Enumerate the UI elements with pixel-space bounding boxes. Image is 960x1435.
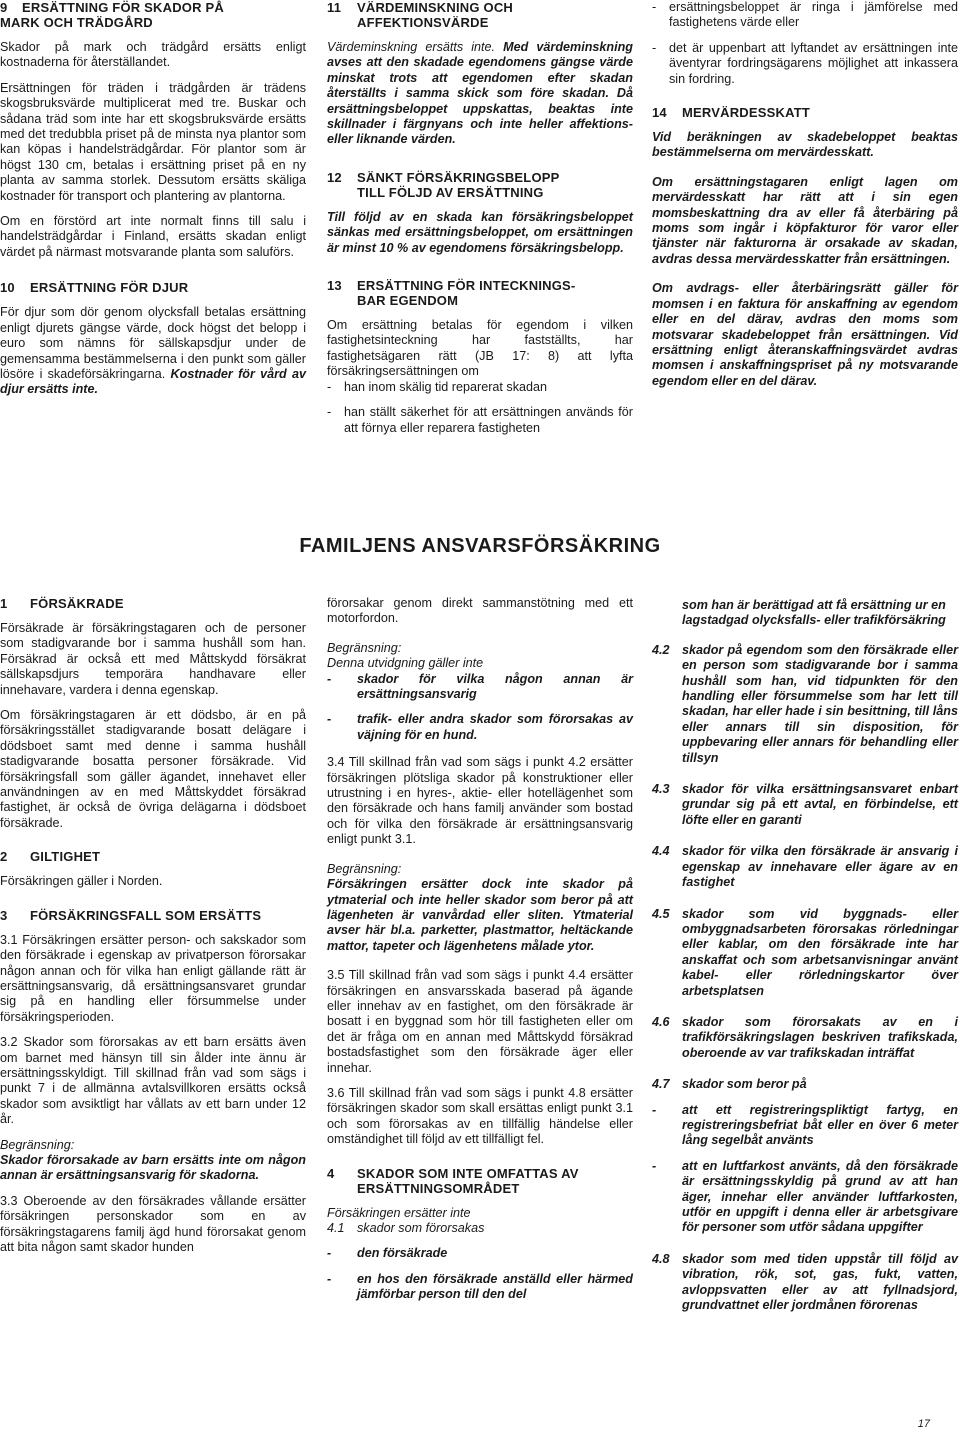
- section-1-paragraph-2: Om försäkringstagaren är ett dödsbo, är en på försäkringsstället stadigvarande bosatt delägare i dödsboet samt med denne i samma hushåll stadigvarande bosatta personer försäkrade. Vid försäkringsfall som gäller ägandet, innehavet eller användningen av en med Måttskyddet försäkrad fastighet, är också de övriga delägarna i dödsboet försäkrade.: [0, 708, 306, 830]
- top-column-3: [652, 0, 958, 399]
- section-9-paragraph-2: Ersättningen för träden i trädgården är trädens skogsbruksvärde multiplicerat med tre. Buskar och sådana träd som inte har ett skogsbruksvärde ersätts med det tredubbla priset på de minsta nya plantor som kan köpas i handelsträdgårdar. För plantor som är högst 130 cm, betalas i ersättning priset på en ny planta av samma storlek. Dessutom ersätts skäliga kostnader för transport och plantering av plantorna.: [0, 80, 306, 203]
- bottom-column-3: [652, 598, 958, 1323]
- section-2-heading: 2 GILTIGHET: [0, 849, 101, 865]
- limitation-1-dash-2: - trafik- eller andra skador som förorsakas av väjning för en hund.: [327, 712, 633, 743]
- bottom-column-1: [0, 596, 306, 1265]
- section-4-intro: Försäkringen ersätter inte: [327, 1205, 471, 1220]
- top-column-1: [0, 0, 306, 408]
- section-12-heading: 12 SÄNKT FÖRSÄKRINGSBELOPP TILL FÖLJD AV ERSÄTTNING: [327, 169, 560, 200]
- section-10-heading: 10 ERSÄTTNING FÖR DJUR: [0, 280, 189, 296]
- item-4-5: 4.5 skador som vid byggnads- eller ombyggnadsarbeten förorsakas rörledningar eller kablar, om den försäkrade inte har anskaffat och som arbetsanvisningar använt kabel- eller rörledningskartor över arbetsplatsen: [652, 906, 958, 998]
- section-13-dash-3: - ersättningsbeloppet är ringa i jämförelse med fastighetens värde eller: [652, 0, 958, 31]
- main-title: FAMILJENS ANSVARSFÖRSÄKRING: [299, 535, 661, 557]
- section-2-paragraph: Försäkringen gäller i Norden.: [0, 874, 163, 889]
- section-9-paragraph-1: Skador på mark och trädgård ersätts enligt kostnaderna för återställandet.: [0, 40, 306, 70]
- item-4-3: 4.3 skador för vilka ersättningsansvaret enbart grundar sig på ett avtal, en förbindelse, ett löfte eller en garanti: [652, 782, 958, 827]
- paragraph-3-6: 3.6 Till skillnad från vad som sägs i punkt 4.8 ersätter försäkringen skador som skall ersättas enligt punkt 3.1 och som förorsakas av en tillfällig händelse eller omständighet till följd av ett tillfälligt fel.: [327, 1085, 633, 1147]
- limitation-1-dash-1: - skador för vilka någon annan är ersättningsansvarig: [327, 672, 633, 703]
- item-4-7-dash-2: - att en luftfarkost använts, då den försäkrade är ersättningsskyldig på grund av att han äger, innehar eller använder luftfarkosten, utför en uppgift i denna eller är arbetsgivare för personer som utför sådana uppgifter: [652, 1159, 958, 1236]
- paragraph-3-5: 3.5 Till skillnad från vad som sägs i punkt 4.4 ersätter försäkringen en ansvarsskada baserad på ägande eller innehav av en fastighet, om den försäkrade är bosatt i en byggnad som hör till fastigheten eller om det är fråga om en annan med Måttskydd försäkrad bostadsfastighet som den försäkrade äger eller innehar.: [327, 968, 633, 1075]
- section-9-heading: 9 ERSÄTTNING FÖR SKADOR PÅ MARK OCH TRÄDGÅRD: [0, 0, 224, 30]
- paragraph-3-1: 3.1 Försäkringen ersätter person- och sakskador som den försäkrade i egenskap av privatperson förorsakar någon annan och för vilka han enligt gällande rätt är ersättningsansvarig, då ersättningsansvaret grundar sig på en handling eller försummelse under försäkringsperioden.: [0, 932, 306, 1024]
- limitation-1-intro: Denna utvidgning gäller inte: [327, 656, 484, 671]
- bottom-column-2: [327, 596, 633, 1313]
- section-14-paragraph-2: Om ersättningstagaren enligt lagen om mervärdesskatt har rätt att i sin egen momsbeskattning dra av eller få återbäring på moms som ingår i köpfakturor för varor eller tjänster när fakturorna är orsakade av skadan, avdras dessa mervärdesskatter från ersättningen.: [652, 174, 958, 266]
- item-4-8: 4.8 skador som med tiden uppstår till följd av vibration, rök, sot, gas, fukt, vatten, avloppsvatten eller av att fyllnadsjord, grundvattnet eller jordmånen förorenas: [652, 1251, 958, 1313]
- section-12-paragraph: Till följd av en skada kan försäkringsbeloppet sänkas med ersättningsbeloppet, om ersättningen är minst 10 % av egendomens försäkringsbelopp.: [327, 209, 633, 255]
- section-13-dash-4: - det är uppenbart att lyftandet av ersättningen inte äventyrar fordringsägarens möjlighet att inkassera sin fordring.: [652, 41, 958, 87]
- paragraph-3-2: 3.2 Skador som förorsakas av ett barn ersätts även om barnet med hänsyn till sin ålder inte ännu är ersättningsskyldigt. Till skillnad från vad som sägs i punkt 7 i de allmänna avtalsvillkoren ersätts också skador som avsiktligt har vållats av ett barn under 12 år.: [0, 1035, 306, 1127]
- section-9-paragraph-3: Om en förstörd art inte normalt finns till salu i handelsträdgårdar i Finland, ersätts skadan enligt värdet på närmast motsvarande planta som saluförs.: [0, 214, 306, 259]
- item-4-2: 4.2 skador på egendom som den försäkrade eller en person som stadigvarande bor i samma hushåll som han, vid tidpunkten för den handling eller försummelse som har lett till skadan, har eller hade i sin besittning, till låns eller annars till sin disposition, för uppbevaring eller annars för behandling eller tillsyn: [652, 642, 958, 765]
- section-13-paragraph: Om ersättning betalas för egendom i vilken fastighetsinteckning har fastställts, har fastighetsägaren rätt (JB 17: 8) att lyfta försäkringsersättningen om: [327, 318, 633, 379]
- section-13-dash-1: - han inom skälig tid reparerat skadan: [327, 380, 633, 395]
- paragraph-3-3-continued: förorsakar genom direkt sammanstötning med ett motorfordon.: [327, 596, 633, 626]
- limitation-2-label: Begränsning:: [327, 861, 402, 876]
- limitation-2-text: Försäkringen ersätter dock inte skador på ytmaterial och inte heller skador som beror på att lägenheten är vanvårdad eller sliten. Ytmaterial avser här bl.a. parketter, plastmattor, heltäckande mattor, tapeter och lägenhetens målade ytor.: [327, 877, 633, 953]
- section-4-heading: 4 SKADOR SOM INTE OMFATTAS AV ERSÄTTNINGSOMRÅDET: [327, 1165, 579, 1196]
- paragraph-3-3: 3.3 Oberoende av den försäkrades vållande ersätter försäkringen personskador som en av försäkringstagarens familj ägd hund förorsakat genom att bita någon samt skador hunden: [0, 1193, 306, 1254]
- item-4-7-dash-1: - att ett registreringspliktigt fartyg, en registreringsbefriat båt eller en över 6 meter lång segelbåt använts: [652, 1103, 958, 1149]
- paragraph-3-4: 3.4 Till skillnad från vad som sägs i punkt 4.2 ersätter försäkringen plötsliga skador på konstruktioner eller utrustning i en hyres-, aktie- eller hotellägenhet som den försäkrade och hans familj använder som bostad och för vilka den försäkrade är ersättningsansvarig enligt punkt 3.1.: [327, 755, 633, 847]
- limitation-1-label: Begränsning:: [327, 640, 402, 655]
- section-10-paragraph: För djur som dör genom olycksfall betalas ersättning enligt djurets gängse värde, dock högst det belopp i euro som nämns för sällskapsdjur under de gemensamma bestämmelserna i den punkt som gäller lösöre i skadeförsäkringarna. Kostnader för vård av djur ersätts inte.: [0, 305, 307, 397]
- section-13-heading: 13 ERSÄTTNING FÖR INTECKNINGS- BAR EGENDOM: [327, 278, 576, 309]
- section-14-paragraph-1: Vid beräkningen av skadebeloppet beaktas bestämmelserna om mervärdesskatt.: [652, 130, 958, 160]
- section-1-heading: 1 FÖRSÄKRADE: [0, 596, 124, 611]
- item-4-1-continued: som han är berättigad att få ersättning ur en lagstadgad olycksfalls- eller trafikförsäkring: [682, 598, 946, 628]
- section-3-heading: 3 FÖRSÄKRINGSFALL SOM ERSÄTTS: [0, 907, 262, 923]
- section-11-paragraph: Värdeminskning ersätts inte. Med värdeminskning avses att den skadade egendomens gängse värde minskat trots att egendomen efter skadan återställts i samma skick som före skadan. Då ersättningsbeloppet uppskattas, beaktas inte skillnader i färgnyans och inte heller affektions- eller liknande värden.: [327, 40, 633, 147]
- limitation-text: Skador förorsakade av barn ersätts inte om någon annan är ersättningsansvarig för skadorna.: [0, 1152, 306, 1183]
- section-14-paragraph-3: Om avdrags- eller återbäringsrätt gäller för momsen i en faktura för anskaffning av egendom eller en del därav, avdras den moms som motsvarar skadebeloppet från ersättningen. Vid ersättning enligt återanskaffningsvärdet avdras momsen i anskaffningspriset på ny motsvarande egendom eller en del därav.: [652, 281, 958, 388]
- item-4-4: 4.4 skador för vilka den försäkrade är ansvarig i egenskap av innehavare eller ägare av en fastighet: [652, 844, 958, 890]
- page-number: 17: [917, 1418, 930, 1430]
- item-4-1-dash-1: - den försäkrade: [327, 1246, 633, 1261]
- section-13-dash-2: - han ställt säkerhet för att ersättningen används för att förnya eller reparera fastigheten: [327, 405, 633, 436]
- section-11-heading: 11 VÄRDEMINSKNING OCH AFFEKTIONSVÄRDE: [327, 0, 513, 30]
- item-4-1: 4.1 skador som förorsakas: [327, 1221, 485, 1235]
- section-1-paragraph-1: Försäkrade är försäkringstagaren och de personer som stadigvarande bor i samma hushåll som han. Försäkrad är också ett med Måttskydd försäkrat sällskapsdjurs temporära handhavare eller innehavare, vardera i denna egenskap.: [0, 621, 306, 697]
- item-4-7: 4.7 skador som beror på: [652, 1077, 807, 1092]
- item-4-1-dash-2: - en hos den försäkrade anställd eller härmed jämförbar person till den del: [327, 1272, 633, 1303]
- limitation-label: Begränsning:: [0, 1137, 75, 1152]
- item-4-6: 4.6 skador som förorsakats av en i trafikförsäkringslagen beskriven trafikskada, oberoende av var trafikskadan inträffat: [652, 1014, 958, 1060]
- section-14-heading: 14 MERVÄRDESSKATT: [652, 105, 810, 121]
- top-column-2: [327, 0, 633, 446]
